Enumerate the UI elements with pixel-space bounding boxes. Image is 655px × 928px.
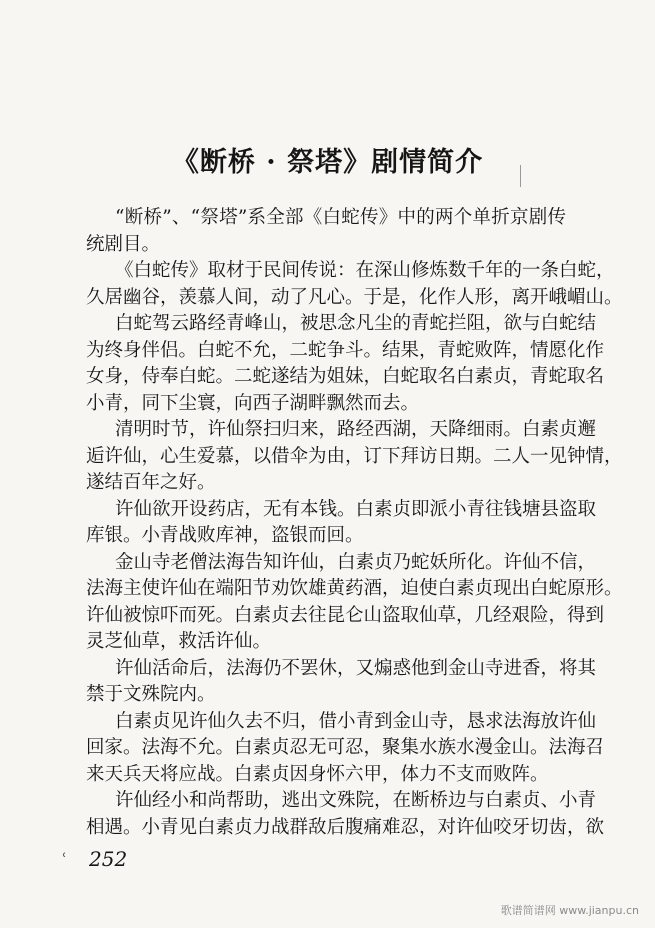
text-line: 统剧目。 [86,233,161,255]
text-line: 回家。法海不允。白素贞忍无可忍，聚集水族水漫金山。法海召 [86,737,605,758]
scan-speck: ʿ [62,850,67,869]
text-line: 许仙活命后，法海仍不罢休，又煽惑他到金山寺进香，将其 [115,657,597,679]
text-line: 许仙欲开设药店，无有本钱。白素贞即派小青往钱塘县盗取 [115,498,597,520]
page-number: 252 [89,847,128,871]
text-line: 金山寺老僧法海告知许仙，白素贞乃蛇妖所化。许仙不信， [115,551,597,573]
page-title: 《断桥 · 祭塔》剧情简介 [171,147,484,178]
text-line: 许仙被惊吓而死。白素贞去往昆仑山盗取仙草，几经艰险，得到 [86,604,605,626]
text-line: 小青，同下尘寰，向西子湖畔飘然而去。 [86,392,420,414]
text-line: 白素贞见许仙久去不归，借小青到金山寺，恳求法海放许仙 [115,710,597,732]
text-line: 女身，侍奉白蛇。二蛇遂结为姐妹，白蛇取名白素贞，青蛇取名 [86,366,605,387]
text-line: 清明时节，许仙祭扫归来，路经西湖，天降细雨。白素贞邂 [115,419,597,440]
text-line: 灵芝仙草，救活许仙。 [86,631,272,652]
text-line: 久居幽谷，羡慕人间，动了凡心。于是，化作人形，离开峨嵋山。 [86,286,623,308]
text-line: 许仙经小和尚帮助，逃出文殊院，在断桥边与白素贞、小青 [115,790,597,811]
text-line: 禁于文殊院内。 [86,684,216,705]
watermark: 歌谱简谱网 www.jianpu.cn [500,904,639,917]
text-line: 遂结百年之好。 [86,472,216,493]
text-line: 白蛇驾云路经青峰山，被思念凡尘的青蛇拦阻，欲与白蛇结 [115,313,597,334]
text-line: 为终身伴侣。白蛇不允，二蛇争斗。结果，青蛇败阵，情愿化作 [86,339,605,361]
text-line: “断桥”、“祭塔”系全部《白蛇传》中的两个单折京剧传 [115,207,566,228]
text-line: 相遇。小青见白素贞力战群敌后腹痛难忍，对许仙咬牙切齿，欲 [86,816,605,838]
text-line: 法海主使许仙在端阳节劝饮雄黄药酒，迫使白素贞现出白蛇原形。 [86,578,623,599]
text-line: 库银。小青战败库神，盗银而回。 [86,525,364,546]
text-line: 《白蛇传》取材于民间传说：在深山修炼数千年的一条白蛇， [115,260,615,281]
text-line: 来天兵天将应战。白素贞因身怀六甲，体力不支而败阵。 [86,763,549,785]
text-line: 逅许仙，心生爱慕，以借伞为由，订下拜访日期。二人一见钟情， [86,445,623,467]
